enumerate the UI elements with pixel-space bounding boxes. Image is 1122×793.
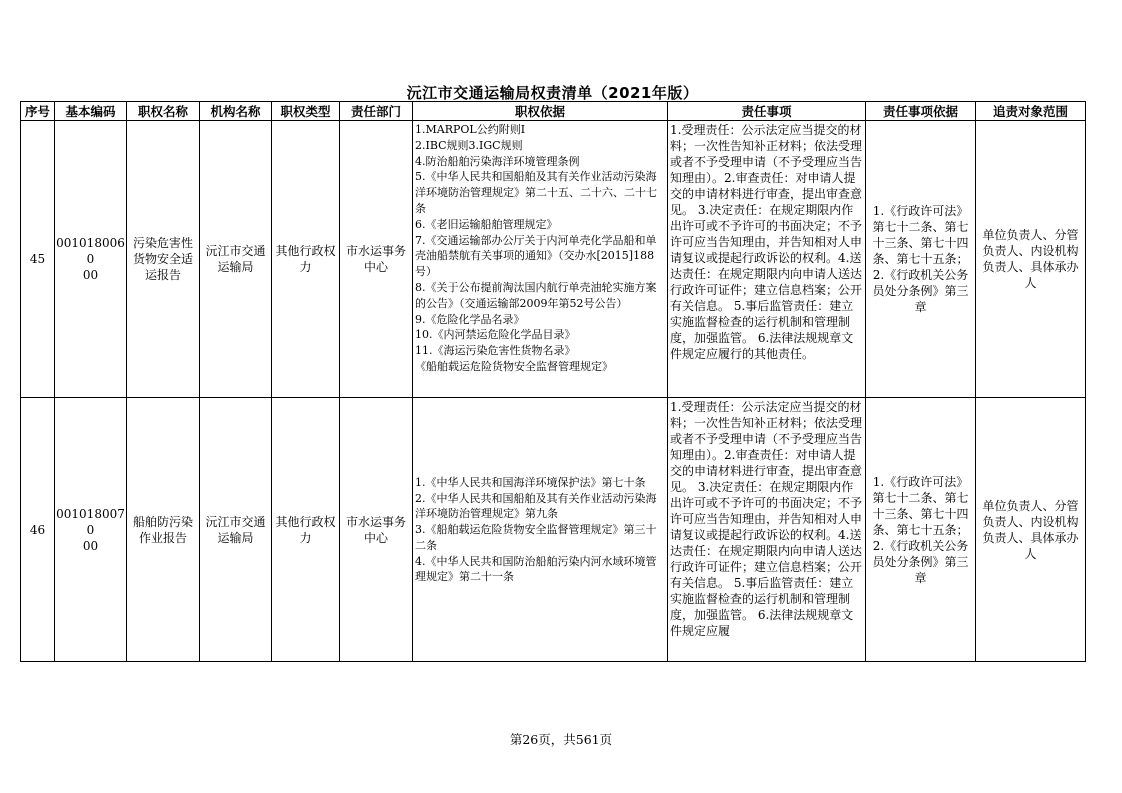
header-no: 序号	[21, 102, 55, 121]
row-power-name: 船舶防污染作业报告	[127, 398, 200, 662]
row-type: 其他行政权力	[272, 398, 340, 662]
row-dept: 市水运事务中心	[340, 398, 413, 662]
row-power-name: 污染危害性货物安全适运报告	[127, 121, 200, 398]
row-code: 0010180060 00	[55, 121, 127, 398]
row-basis: 1.《中华人民共和国海洋环境保护法》第七十条 2.《中华人民共和国船舶及其有关作业活动污染海洋环境防治管理规定》第九条 3.《船舶载运危险货物安全监督管理规定》第三十二条 4.《中华人民共和国防治船舶污染内河水域环境管理规定》第二十一条	[413, 398, 668, 662]
row-accountable: 单位负责人、分管负责人、内设机构负责人、具体承办人	[976, 398, 1086, 662]
table-header-row	[21, 102, 1086, 121]
page-title: 沅江市交通运输局权责清单（2021年版）	[406, 84, 699, 102]
header-basis: 职权依据	[413, 102, 668, 121]
header-dept: 责任部门	[340, 102, 413, 121]
row-basis: 1.MARPOL公约附则I 2.IBC规则3.IGC规则 4.防治船舶污染海洋环境管理条例 5.《中华人民共和国船舶及其有关作业活动污染海洋环境防治管理规定》第二十五、二十六、二十七条 6.《老旧运输船舶管理规定》 7.《交通运输部办公厅关于内河单壳化学品船和单壳油船禁航有关事项的通知》（交办水[2015]188号） 8.《关于公布提前淘汰国内航行单壳油轮实施方案的公告》（交通运输部2009年第52号公告） 9.《危险化学品名录》 10.《内河禁运危险化学品目录》 11.《海运污染危害性货物名录》 《船舶载运危险货物安全监督管理规定》	[415, 123, 657, 373]
row-code: 0010180070 00	[55, 398, 127, 662]
row-matter-basis: 1.《行政许可法》第七十二条、第七十三条、第七十四条、第七十五条；2.《行政机关公务员处分条例》第三章	[866, 121, 976, 398]
header-type: 职权类型	[272, 102, 340, 121]
row-no: 45	[21, 121, 55, 398]
row-org: 沅江市交通运输局	[200, 121, 272, 398]
row-no: 46	[21, 398, 55, 662]
responsibility-table	[20, 101, 1086, 662]
row-matters-cell	[668, 398, 866, 662]
header-matter-basis: 责任事项依据	[866, 102, 976, 121]
row-type: 其他行政权力	[272, 121, 340, 398]
header-accountable: 追责对象范围	[976, 102, 1086, 121]
page-number: 第26页，共561页	[509, 732, 613, 747]
row-matters-cell	[668, 121, 866, 398]
table-row	[21, 398, 1086, 662]
row-matter-basis: 1.《行政许可法》第七十二条、第七十三条、第七十四条、第七十五条；2.《行政机关公务员处分条例》第三章	[866, 398, 976, 662]
row-org: 沅江市交通运输局	[200, 398, 272, 662]
header-org: 机构名称	[200, 102, 272, 121]
row-basis-cell	[413, 121, 668, 398]
header-name: 职权名称	[127, 102, 200, 121]
header-matters: 责任事项	[668, 102, 866, 121]
table-row	[21, 121, 1086, 398]
row-matters: 1.受理责任：公示法定应当提交的材料；一次性告知补正材料；依法受理或者不予受理申请（不予受理应当告知理由）。2.审查责任：对申请人提交的申请材料进行审查，提出审查意见。 3.决定责任：在规定期限内作出许可或不予许可的书面决定；不予许可应当告知理由，并告知相对人申请复议或提起行政诉讼的权利。4.送达责任：在规定期限内向申请人送达行政许可证件；建立信息档案；公开有关信息。 5.事后监管责任：建立实施监督检查的运行机制和管理制度，加强监管。 6.法律法规规章文件规定应履行的其他责任。	[670, 123, 863, 361]
row-accountable: 单位负责人、分管负责人、内设机构负责人、具体承办人	[976, 121, 1086, 398]
row-matters: 1.受理责任：公示法定应当提交的材料；一次性告知补正材料；依法受理或者不予受理申请（不予受理应当告知理由）。2.审查责任：对申请人提交的申请材料进行审查，提出审查意见。 3.决定责任：在规定期限内作出许可或不予许可的书面决定；不予许可应当告知理由，并告知相对人申请复议或提起行政诉讼的权利。4.送达责任：在规定期限内向申请人送达行政许可证件；建立信息档案；公开有关信息。 5.事后监管责任：建立实施监督检查的运行机制和管理制度，加强监管。 6.法律法规规章文件规定应履	[670, 400, 863, 638]
row-dept: 市水运事务中心	[340, 121, 413, 398]
header-code: 基本编码	[55, 102, 127, 121]
